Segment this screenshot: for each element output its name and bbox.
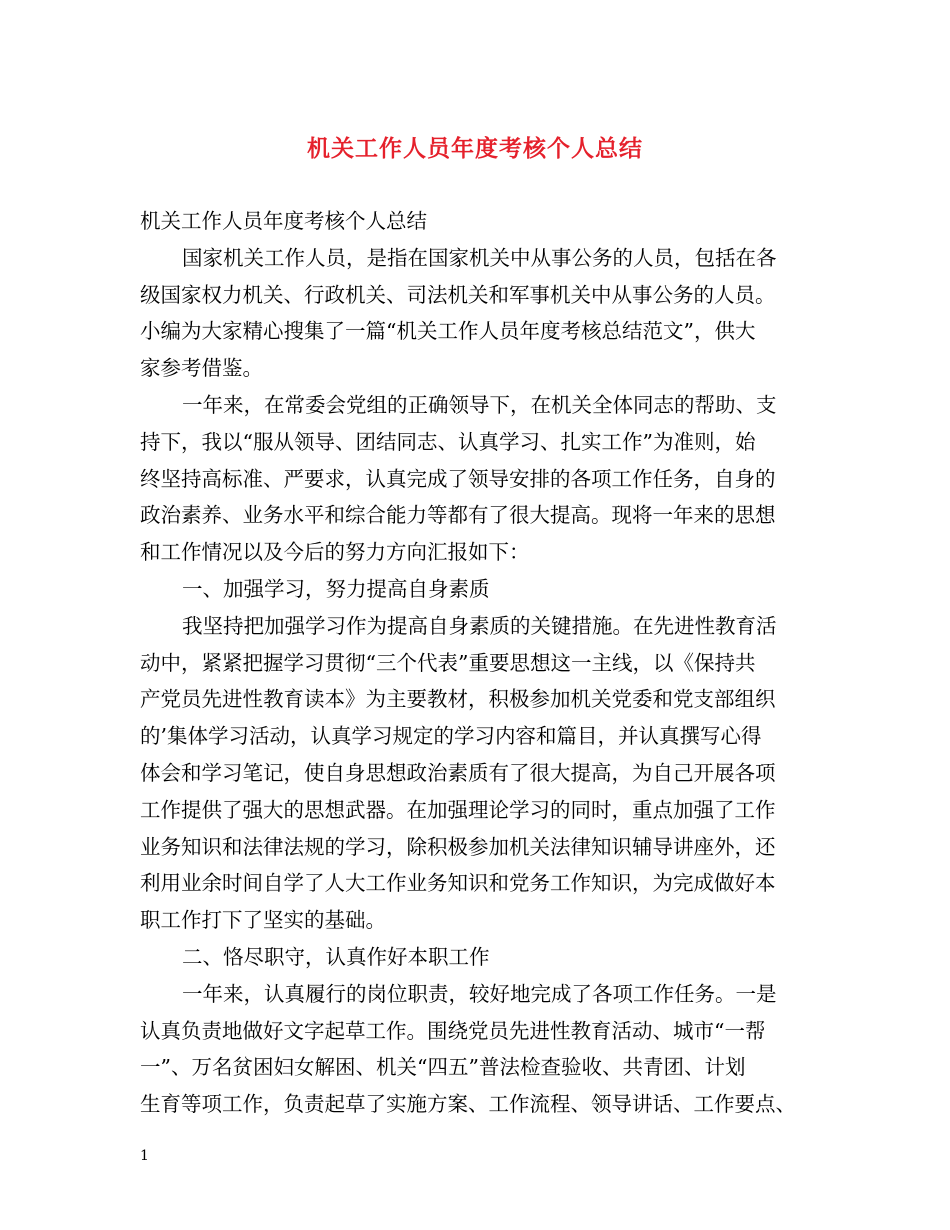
body-text-line: 利用业余时间自学了人大工作业务知识和党务工作知识，为完成做好本 — [140, 871, 776, 896]
body-text-line: 业务知识和法律法规的学习，除积极参加机关法律知识辅导讲座外，还 — [140, 834, 776, 859]
document-body — [140, 203, 830, 1123]
body-text-line: 家参考借鉴。 — [140, 356, 263, 381]
body-text-line: 持下，我以“服从领导、团结同志、认真学习、扎实工作”为准则，始 — [140, 429, 756, 454]
body-text-line: 一年来，在常委会党组的正确领导下，在机关全体同志的帮助、支 — [182, 392, 777, 417]
body-text-line: 我坚持把加强学习作为提高自身素质的关键措施。在先进性教育活 — [182, 613, 777, 638]
document-title: 机关工作人员年度考核个人总结 — [307, 135, 643, 162]
body-text-line: 国家机关工作人员，是指在国家机关中从事公务的人员，包括在各 — [182, 245, 777, 270]
body-text-line: 职工作打下了坚实的基础。 — [140, 908, 386, 933]
body-text-line: 级国家权力机关、行政机关、司法机关和军事机关中从事公务的人员。 — [140, 282, 776, 307]
body-text-line: 体会和学习笔记，使自身思想政治素质有了很大提高，为自己开展各项 — [140, 760, 776, 785]
body-text-line: 一、加强学习，努力提高自身素质 — [182, 576, 490, 601]
body-text-line: 动中，紧紧把握学习贯彻“三个代表”重要思想这一主线，以《保持共 — [140, 650, 756, 675]
body-text-line: 生育等项工作，负责起草了实施方案、工作流程、领导讲话、工作要点、 — [140, 1092, 796, 1117]
body-text-line: 二、恪尽职守，认真作好本职工作 — [182, 944, 490, 969]
body-text-line: 机关工作人员年度考核个人总结 — [140, 209, 427, 233]
body-text-line: 小编为大家精心搜集了一篇“机关工作人员年度考核总结范文”，供大 — [140, 319, 756, 344]
body-text-line: 一”、万名贫困妇女解困、机关“四五”普法检查验收、共青团、计划 — [140, 1055, 746, 1080]
body-text-line: 工作提供了强大的思想武器。在加强理论学习的同时，重点加强了工作 — [140, 797, 776, 822]
body-text-line: 产党员先进性教育读本》为主要教材，积极参加机关党委和党支部组织 — [140, 687, 776, 712]
body-text-line: 政治素养、业务水平和综合能力等都有了很大提高。现将一年来的思想 — [140, 503, 776, 528]
body-text-line: 的’集体学习活动，认真学习规定的学习内容和篇目，并认真撰写心得 — [140, 724, 762, 749]
body-text-line: 认真负责地做好文字起草工作。围绕党员先进性教育活动、城市“一帮 — [140, 1018, 766, 1043]
body-text-line: 和工作情况以及今后的努力方向汇报如下： — [140, 540, 530, 565]
body-text-line: 一年来，认真履行的岗位职责，较好地完成了各项工作任务。一是 — [182, 981, 777, 1006]
body-text-line: 终坚持高标准、严要求，认真完成了领导安排的各项工作任务，自身的 — [140, 466, 776, 491]
page-number: 1 — [140, 1148, 149, 1164]
